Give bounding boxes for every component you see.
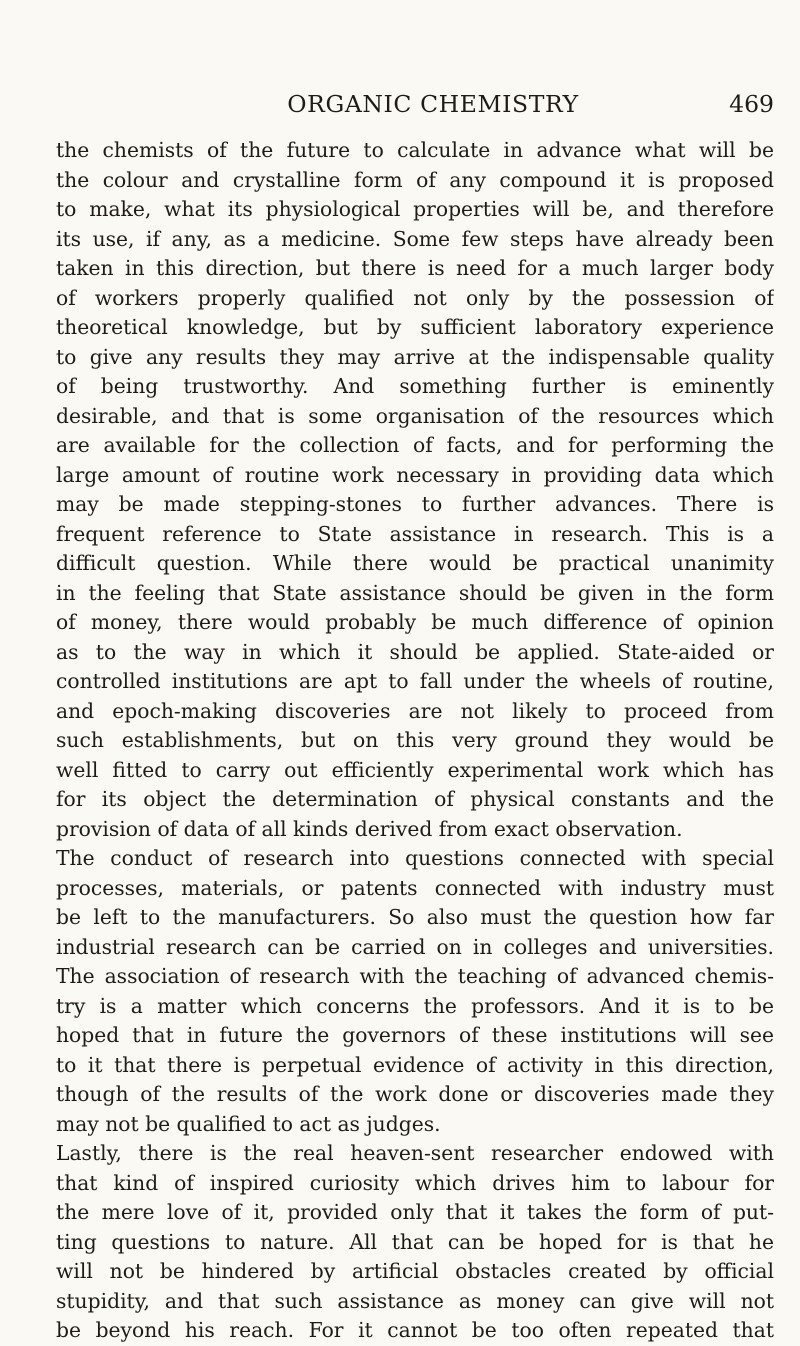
text-line: as to the way in which it should be applied. State-aided or [56, 639, 774, 664]
text-line: The conduct of research into questions connected with special [56, 846, 774, 870]
text-line: industrial research can be carried on in colleges and universities. [56, 934, 774, 959]
text-line: The association of research with the teaching of advanced chemis- [56, 964, 774, 988]
text-line: the mere love of it, provided only that it takes the form of put- [56, 1200, 774, 1224]
text-line: theoretical knowledge, but by sufficient laboratory experience [56, 315, 774, 339]
text-line: the colour and crystalline form of any compound it is proposed [56, 167, 774, 192]
running-title: ORGANIC CHEMISTRY [287, 90, 579, 118]
text-line: the chemists of the future to calculate in advance what will be [56, 138, 774, 162]
text-line: will not be hindered by artificial obstacles created by official [56, 1259, 774, 1283]
text-line: such establishments, but on this very ground they would be [56, 728, 774, 752]
text-line: difficult question. While there would be practical unanimity [56, 551, 774, 575]
text-line: may be made stepping-stones to further advances. There is [56, 492, 774, 516]
text-line: that kind of inspired curiosity which drives him to labour for [56, 1170, 774, 1195]
text-line: provision of data of all kinds derived from exact observation. [56, 816, 683, 841]
text-line: for its object the determination of physical constants and the [56, 787, 774, 811]
text-line: Lastly, there is the real heaven-sent researcher endowed with [56, 1141, 774, 1165]
text-line: taken in this direction, but there is need for a much larger body [56, 256, 774, 280]
page-number: 469 [729, 90, 774, 118]
text-line: stupidity, and that such assistance as money can give will not [56, 1288, 774, 1313]
text-line: in the feeling that State assistance should be given in the form [56, 580, 774, 605]
text-line: desirable, and that is some organisation of the resources which [56, 403, 774, 428]
text-line: try is a matter which concerns the professors. And it is to be [56, 993, 774, 1018]
text-line: are available for the collection of facts, and for performing the [56, 433, 774, 457]
text-line: of being trustworthy. And something further is eminently [56, 374, 774, 398]
text-line: controlled institutions are apt to fall under the wheels of routine, [56, 669, 774, 693]
text-line: of money, there would probably be much difference of opinion [56, 610, 774, 634]
text-line: to make, what its physiological properties will be, and therefore [56, 197, 774, 221]
text-line: frequent reference to State assistance in research. This is a [56, 521, 774, 546]
text-line: large amount of routine work necessary in providing data which [56, 462, 774, 487]
text-line: be beyond his reach. For it cannot be too often repeated that [56, 1318, 774, 1342]
text-line: to give any results they may arrive at the indispensable quality [56, 344, 774, 369]
text-line: and epoch-making discoveries are not likely to proceed from [56, 698, 774, 723]
text-line: hoped that in future the governors of these institutions will see [56, 1023, 774, 1047]
text-line: may not be qualified to act as judges. [56, 1111, 441, 1136]
text-line: processes, materials, or patents connected with industry must [56, 875, 774, 900]
text-line: of workers properly qualified not only by the possession of [56, 285, 774, 310]
text-line: its use, if any, as a medicine. Some few steps have already been [56, 226, 774, 251]
text-line: be left to the manufacturers. So also must the question how far [56, 905, 774, 929]
text-line: well fitted to carry out efficiently experimental work which has [56, 757, 774, 782]
body-text [56, 136, 774, 1346]
running-header [56, 86, 774, 126]
text-line: to it that there is perpetual evidence of activity in this direction, [56, 1052, 774, 1077]
text-line: ting questions to nature. All that can be hoped for is that he [56, 1229, 774, 1254]
text-line: though of the results of the work done or discoveries made they [56, 1082, 774, 1106]
